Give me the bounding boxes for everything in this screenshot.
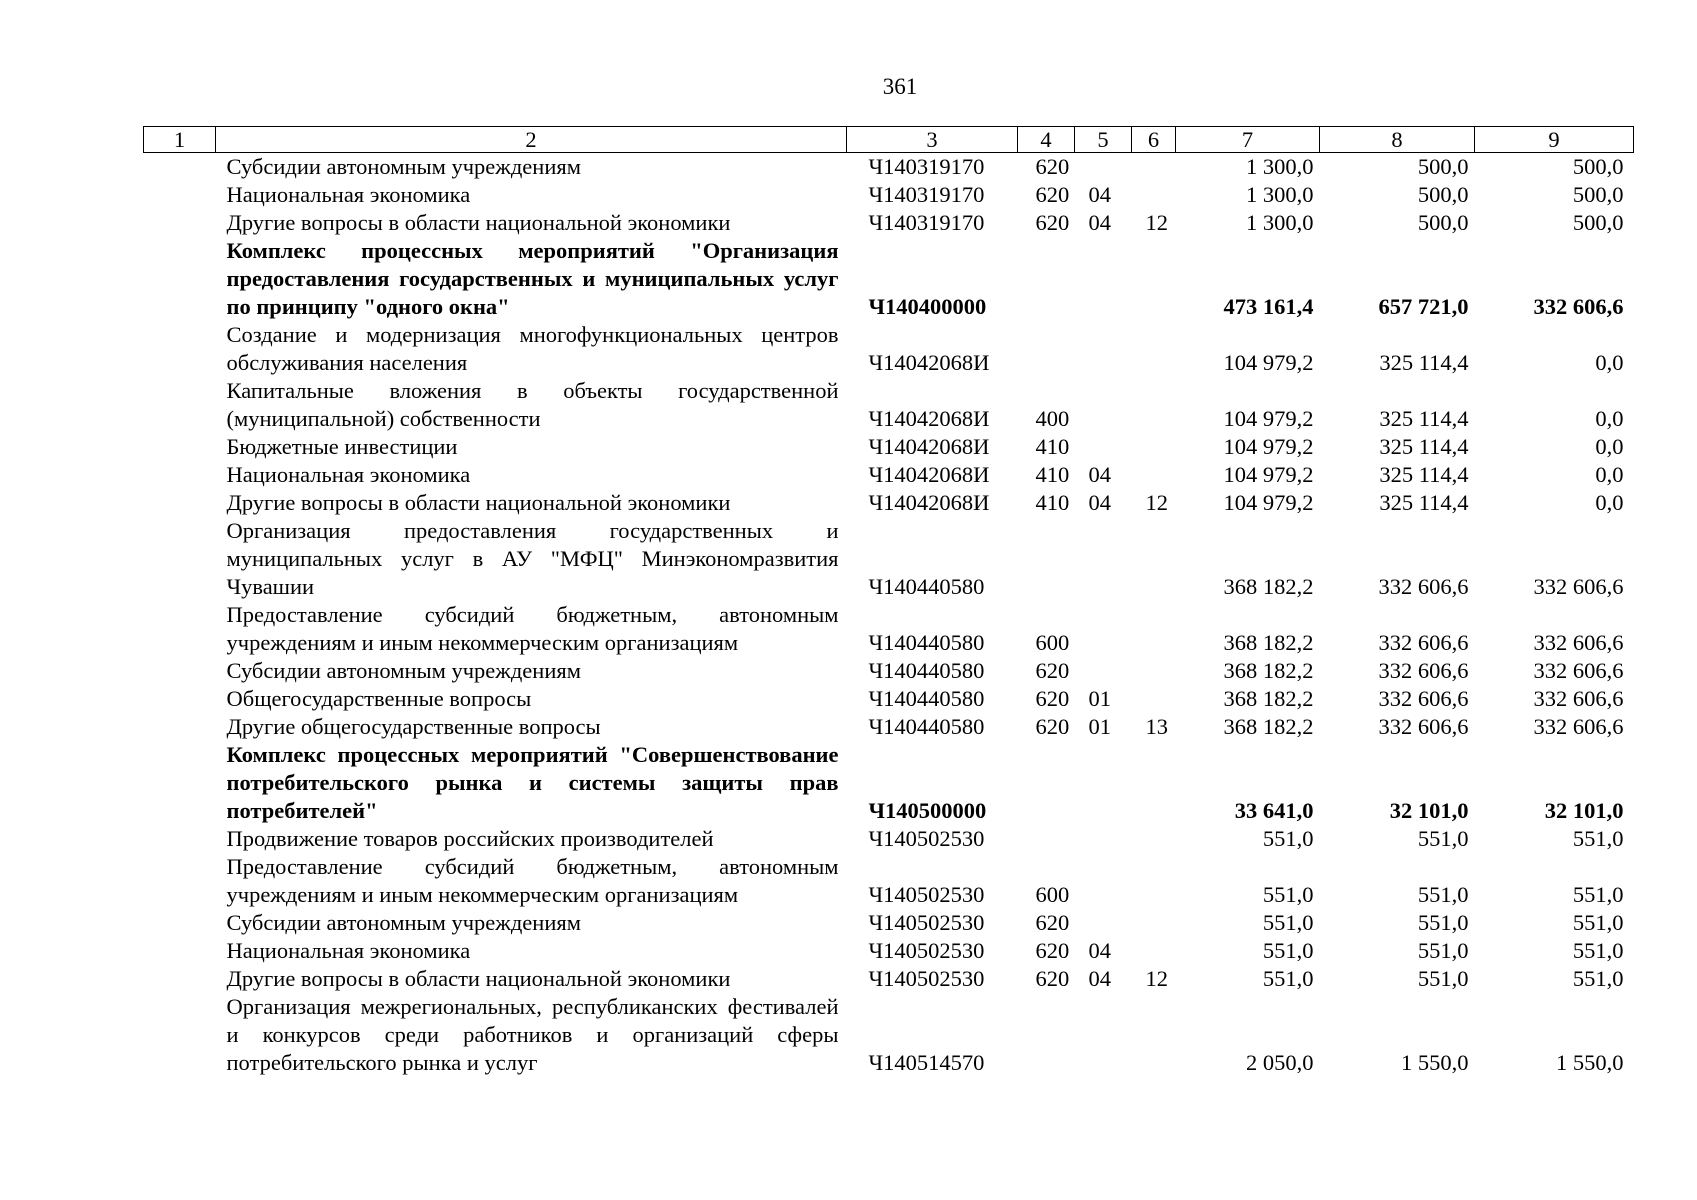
row-subsection: 13 bbox=[1145, 714, 1168, 739]
row-amount-col8: 325 114,4 bbox=[1379, 462, 1469, 487]
row-section bbox=[1075, 153, 1132, 182]
row-name: Предоставление субсидий бюджетным, автономным учреждениям и иным некоммерческим организациям bbox=[226, 854, 839, 907]
row-target-code: Ч14042068И bbox=[868, 462, 990, 487]
row-section bbox=[1075, 853, 1132, 909]
row-amount-col7: 104 979,2 bbox=[1223, 406, 1314, 431]
row-amount-col9: 32 101,0 bbox=[1544, 798, 1624, 823]
row-col1-cell bbox=[144, 153, 216, 182]
table-row bbox=[144, 517, 1634, 601]
row-expense-type bbox=[1018, 825, 1075, 853]
column-header-8: 8 bbox=[1320, 127, 1475, 153]
row-target-code: Ч140400000 bbox=[868, 294, 987, 319]
row-section bbox=[1075, 909, 1132, 937]
row-section bbox=[1075, 741, 1132, 825]
row-name: Бюджетные инвестиции bbox=[226, 434, 458, 459]
row-amount-col7: 551,0 bbox=[1262, 882, 1314, 907]
row-amount-col7: 1 300,0 bbox=[1246, 182, 1314, 207]
row-target-code: Ч140514570 bbox=[868, 1050, 985, 1075]
table-row bbox=[144, 741, 1634, 825]
row-col1-cell bbox=[144, 237, 216, 321]
row-amount-col7: 368 182,2 bbox=[1223, 714, 1314, 739]
table-row bbox=[144, 825, 1634, 853]
row-expense-type: 620 bbox=[1035, 210, 1070, 235]
row-amount-col7: 551,0 bbox=[1262, 826, 1314, 851]
row-name: Комплекс процессных мероприятий "Организация предоставления государственных и муниципальных услуг по принципу "одного окна" bbox=[226, 238, 839, 319]
row-target-code: Ч14042068И bbox=[868, 350, 990, 375]
row-name: Капитальные вложения в объекты государственной (муниципальной) собственности bbox=[226, 378, 839, 431]
row-section: 01 bbox=[1088, 714, 1111, 739]
row-col1-cell bbox=[144, 909, 216, 937]
row-amount-col9: 332 606,6 bbox=[1533, 686, 1624, 711]
row-col1-cell bbox=[144, 965, 216, 993]
table-row bbox=[144, 853, 1634, 909]
row-subsection bbox=[1132, 909, 1176, 937]
row-expense-type bbox=[1018, 741, 1075, 825]
row-amount-col8: 551,0 bbox=[1417, 826, 1469, 851]
table-row bbox=[144, 237, 1634, 321]
row-target-code: Ч140440580 bbox=[868, 630, 985, 655]
table-row bbox=[144, 713, 1634, 741]
row-amount-col9: 332 606,6 bbox=[1533, 574, 1624, 599]
row-name: Комплекс процессных мероприятий "Совершенствование потребительского рынка и системы защиты прав потребителей" bbox=[226, 742, 839, 823]
row-amount-col7: 104 979,2 bbox=[1223, 462, 1314, 487]
row-section bbox=[1075, 517, 1132, 601]
row-expense-type: 400 bbox=[1035, 406, 1070, 431]
row-amount-col8: 657 721,0 bbox=[1378, 294, 1469, 319]
row-target-code: Ч140440580 bbox=[868, 574, 985, 599]
row-amount-col8: 551,0 bbox=[1417, 882, 1469, 907]
row-amount-col8: 32 101,0 bbox=[1389, 798, 1469, 823]
row-amount-col9: 332 606,6 bbox=[1533, 630, 1624, 655]
row-expense-type: 620 bbox=[1035, 910, 1070, 935]
row-expense-type: 620 bbox=[1035, 714, 1070, 739]
row-col1-cell bbox=[144, 685, 216, 713]
row-subsection bbox=[1132, 321, 1176, 377]
row-target-code: Ч140502530 bbox=[868, 910, 985, 935]
row-section bbox=[1075, 377, 1132, 433]
table-row bbox=[144, 461, 1634, 489]
row-section: 04 bbox=[1088, 210, 1111, 235]
row-subsection: 12 bbox=[1145, 210, 1168, 235]
table-header bbox=[144, 127, 1634, 153]
table-row bbox=[144, 321, 1634, 377]
row-subsection bbox=[1132, 181, 1176, 209]
row-amount-col7: 551,0 bbox=[1262, 966, 1314, 991]
row-col1-cell bbox=[144, 433, 216, 461]
row-target-code: Ч140502530 bbox=[868, 826, 985, 851]
row-amount-col9: 551,0 bbox=[1572, 938, 1624, 963]
row-amount-col7: 2 050,0 bbox=[1246, 1050, 1314, 1075]
row-name: Другие вопросы в области национальной экономики bbox=[226, 966, 731, 991]
column-header-1: 1 bbox=[144, 127, 216, 153]
row-name: Другие вопросы в области национальной экономики bbox=[226, 490, 731, 515]
row-amount-col7: 551,0 bbox=[1262, 938, 1314, 963]
column-header-4: 4 bbox=[1018, 127, 1075, 153]
table-row bbox=[144, 601, 1634, 657]
row-amount-col7: 104 979,2 bbox=[1223, 434, 1314, 459]
row-section: 04 bbox=[1088, 938, 1111, 963]
row-section: 04 bbox=[1088, 966, 1111, 991]
row-target-code: Ч140502530 bbox=[868, 966, 985, 991]
table-row bbox=[144, 433, 1634, 461]
row-section: 04 bbox=[1088, 490, 1111, 515]
table-row bbox=[144, 993, 1634, 1077]
column-header-9: 9 bbox=[1475, 127, 1634, 153]
row-amount-col7: 368 182,2 bbox=[1223, 574, 1314, 599]
row-expense-type: 410 bbox=[1035, 462, 1070, 487]
column-header-3: 3 bbox=[847, 127, 1018, 153]
row-amount-col9: 0,0 bbox=[1595, 490, 1624, 515]
row-amount-col9: 1 550,0 bbox=[1556, 1050, 1624, 1075]
row-amount-col9: 500,0 bbox=[1572, 154, 1624, 179]
row-col1-cell bbox=[144, 377, 216, 433]
column-number-row bbox=[144, 127, 1634, 153]
row-expense-type bbox=[1018, 321, 1075, 377]
row-section bbox=[1075, 657, 1132, 685]
table-row bbox=[144, 909, 1634, 937]
row-name: Национальная экономика bbox=[226, 938, 471, 963]
row-amount-col9: 0,0 bbox=[1595, 406, 1624, 431]
column-header-7: 7 bbox=[1176, 127, 1320, 153]
row-amount-col7: 473 161,4 bbox=[1223, 294, 1314, 319]
row-target-code: Ч14042068И bbox=[868, 406, 990, 431]
row-target-code: Ч140500000 bbox=[868, 798, 987, 823]
row-target-code: Ч140502530 bbox=[868, 938, 985, 963]
row-amount-col7: 33 641,0 bbox=[1234, 798, 1314, 823]
row-col1-cell bbox=[144, 181, 216, 209]
row-subsection bbox=[1132, 657, 1176, 685]
row-amount-col9: 0,0 bbox=[1595, 434, 1624, 459]
row-col1-cell bbox=[144, 741, 216, 825]
row-name: Организация межрегиональных, республиканских фестивалей и конкурсов среди работников и организаций сферы потребительского рынка и услуг bbox=[226, 994, 839, 1075]
row-col1-cell bbox=[144, 489, 216, 517]
row-section bbox=[1075, 993, 1132, 1077]
row-col1-cell bbox=[144, 825, 216, 853]
row-amount-col7: 368 182,2 bbox=[1223, 630, 1314, 655]
row-expense-type: 600 bbox=[1035, 882, 1070, 907]
row-col1-cell bbox=[144, 853, 216, 909]
row-amount-col9: 0,0 bbox=[1595, 462, 1624, 487]
row-amount-col8: 551,0 bbox=[1417, 910, 1469, 935]
table-row bbox=[144, 377, 1634, 433]
column-header-2: 2 bbox=[216, 127, 847, 153]
row-name: Продвижение товаров российских производителей bbox=[226, 826, 714, 851]
row-section: 01 bbox=[1088, 686, 1111, 711]
row-amount-col9: 332 606,6 bbox=[1533, 658, 1624, 683]
row-amount-col8: 325 114,4 bbox=[1379, 490, 1469, 515]
row-amount-col8: 332 606,6 bbox=[1378, 574, 1469, 599]
row-expense-type: 410 bbox=[1035, 434, 1070, 459]
budget-table bbox=[143, 126, 1634, 1077]
row-col1-cell bbox=[144, 657, 216, 685]
table-row bbox=[144, 965, 1634, 993]
row-target-code: Ч140440580 bbox=[868, 686, 985, 711]
row-expense-type: 620 bbox=[1035, 966, 1070, 991]
row-subsection: 12 bbox=[1145, 966, 1168, 991]
row-target-code: Ч140440580 bbox=[868, 658, 985, 683]
row-amount-col7: 551,0 bbox=[1262, 910, 1314, 935]
row-amount-col8: 500,0 bbox=[1417, 210, 1469, 235]
row-amount-col9: 551,0 bbox=[1572, 826, 1624, 851]
row-amount-col8: 1 550,0 bbox=[1401, 1050, 1469, 1075]
row-section: 04 bbox=[1088, 182, 1111, 207]
row-target-code: Ч140502530 bbox=[868, 882, 985, 907]
row-expense-type: 620 bbox=[1035, 154, 1070, 179]
row-amount-col8: 500,0 bbox=[1417, 154, 1469, 179]
row-expense-type bbox=[1018, 993, 1075, 1077]
row-amount-col8: 500,0 bbox=[1417, 182, 1469, 207]
row-col1-cell bbox=[144, 601, 216, 657]
row-col1-cell bbox=[144, 713, 216, 741]
row-section bbox=[1075, 433, 1132, 461]
row-amount-col8: 325 114,4 bbox=[1379, 350, 1469, 375]
row-expense-type: 620 bbox=[1035, 686, 1070, 711]
row-expense-type: 410 bbox=[1035, 490, 1070, 515]
row-subsection bbox=[1132, 825, 1176, 853]
row-name: Национальная экономика bbox=[226, 182, 471, 207]
row-name: Национальная экономика bbox=[226, 462, 471, 487]
row-amount-col7: 104 979,2 bbox=[1223, 490, 1314, 515]
row-amount-col8: 332 606,6 bbox=[1378, 686, 1469, 711]
row-col1-cell bbox=[144, 461, 216, 489]
row-amount-col8: 551,0 bbox=[1417, 966, 1469, 991]
row-amount-col8: 332 606,6 bbox=[1378, 630, 1469, 655]
row-subsection bbox=[1132, 461, 1176, 489]
row-target-code: Ч140319170 bbox=[868, 182, 985, 207]
row-subsection bbox=[1132, 741, 1176, 825]
row-name: Другие общегосударственные вопросы bbox=[226, 714, 601, 739]
row-name: Предоставление субсидий бюджетным, автономным учреждениям и иным некоммерческим организациям bbox=[226, 602, 839, 655]
row-target-code: Ч140440580 bbox=[868, 714, 985, 739]
row-amount-col8: 325 114,4 bbox=[1379, 434, 1469, 459]
row-amount-col8: 332 606,6 bbox=[1378, 714, 1469, 739]
row-amount-col8: 332 606,6 bbox=[1378, 658, 1469, 683]
row-name: Субсидии автономным учреждениям bbox=[226, 910, 581, 935]
table-row bbox=[144, 181, 1634, 209]
row-section bbox=[1075, 321, 1132, 377]
row-amount-col9: 500,0 bbox=[1572, 182, 1624, 207]
row-section bbox=[1075, 825, 1132, 853]
row-name: Организация предоставления государственных и муниципальных услуг в АУ "МФЦ" Минэкономразвития Чувашии bbox=[226, 518, 839, 599]
page-number: 361 bbox=[882, 74, 918, 99]
row-amount-col9: 332 606,6 bbox=[1533, 294, 1624, 319]
table-row bbox=[144, 489, 1634, 517]
row-expense-type: 620 bbox=[1035, 658, 1070, 683]
row-amount-col7: 1 300,0 bbox=[1246, 154, 1314, 179]
row-target-code: Ч140319170 bbox=[868, 210, 985, 235]
row-expense-type: 600 bbox=[1035, 630, 1070, 655]
row-amount-col7: 104 979,2 bbox=[1223, 350, 1314, 375]
row-amount-col9: 332 606,6 bbox=[1533, 714, 1624, 739]
row-amount-col7: 368 182,2 bbox=[1223, 686, 1314, 711]
row-subsection bbox=[1132, 685, 1176, 713]
table-row bbox=[144, 657, 1634, 685]
row-amount-col9: 551,0 bbox=[1572, 882, 1624, 907]
row-expense-type bbox=[1018, 517, 1075, 601]
row-subsection bbox=[1132, 993, 1176, 1077]
row-section bbox=[1075, 237, 1132, 321]
row-col1-cell bbox=[144, 209, 216, 237]
row-subsection bbox=[1132, 853, 1176, 909]
row-subsection bbox=[1132, 377, 1176, 433]
row-target-code: Ч14042068И bbox=[868, 434, 990, 459]
row-name: Субсидии автономным учреждениям bbox=[226, 154, 581, 179]
row-amount-col7: 368 182,2 bbox=[1223, 658, 1314, 683]
column-header-5: 5 bbox=[1075, 127, 1132, 153]
table-row bbox=[144, 937, 1634, 965]
row-target-code: Ч14042068И bbox=[868, 490, 990, 515]
row-amount-col9: 0,0 bbox=[1595, 350, 1624, 375]
row-name: Создание и модернизация многофункциональных центров обслуживания населения bbox=[226, 322, 839, 375]
row-expense-type bbox=[1018, 237, 1075, 321]
row-name: Другие вопросы в области национальной экономики bbox=[226, 210, 731, 235]
row-subsection bbox=[1132, 433, 1176, 461]
row-amount-col7: 1 300,0 bbox=[1246, 210, 1314, 235]
row-subsection bbox=[1132, 153, 1176, 182]
row-subsection bbox=[1132, 517, 1176, 601]
row-amount-col9: 551,0 bbox=[1572, 910, 1624, 935]
row-name: Субсидии автономным учреждениям bbox=[226, 658, 581, 683]
row-subsection: 12 bbox=[1145, 490, 1168, 515]
row-col1-cell bbox=[144, 993, 216, 1077]
row-subsection bbox=[1132, 937, 1176, 965]
row-target-code: Ч140319170 bbox=[868, 154, 985, 179]
table-row bbox=[144, 685, 1634, 713]
table-row bbox=[144, 153, 1634, 182]
column-header-6: 6 bbox=[1132, 127, 1176, 153]
table-body bbox=[144, 153, 1634, 1078]
row-amount-col8: 551,0 bbox=[1417, 938, 1469, 963]
row-amount-col9: 500,0 bbox=[1572, 210, 1624, 235]
row-name: Общегосударственные вопросы bbox=[226, 686, 532, 711]
row-subsection bbox=[1132, 601, 1176, 657]
row-col1-cell bbox=[144, 937, 216, 965]
row-expense-type: 620 bbox=[1035, 938, 1070, 963]
table-row bbox=[144, 209, 1634, 237]
row-amount-col9: 551,0 bbox=[1572, 966, 1624, 991]
row-col1-cell bbox=[144, 321, 216, 377]
row-col1-cell bbox=[144, 517, 216, 601]
row-section: 04 bbox=[1088, 462, 1111, 487]
row-amount-col8: 325 114,4 bbox=[1379, 406, 1469, 431]
row-expense-type: 620 bbox=[1035, 182, 1070, 207]
row-subsection bbox=[1132, 237, 1176, 321]
row-section bbox=[1075, 601, 1132, 657]
